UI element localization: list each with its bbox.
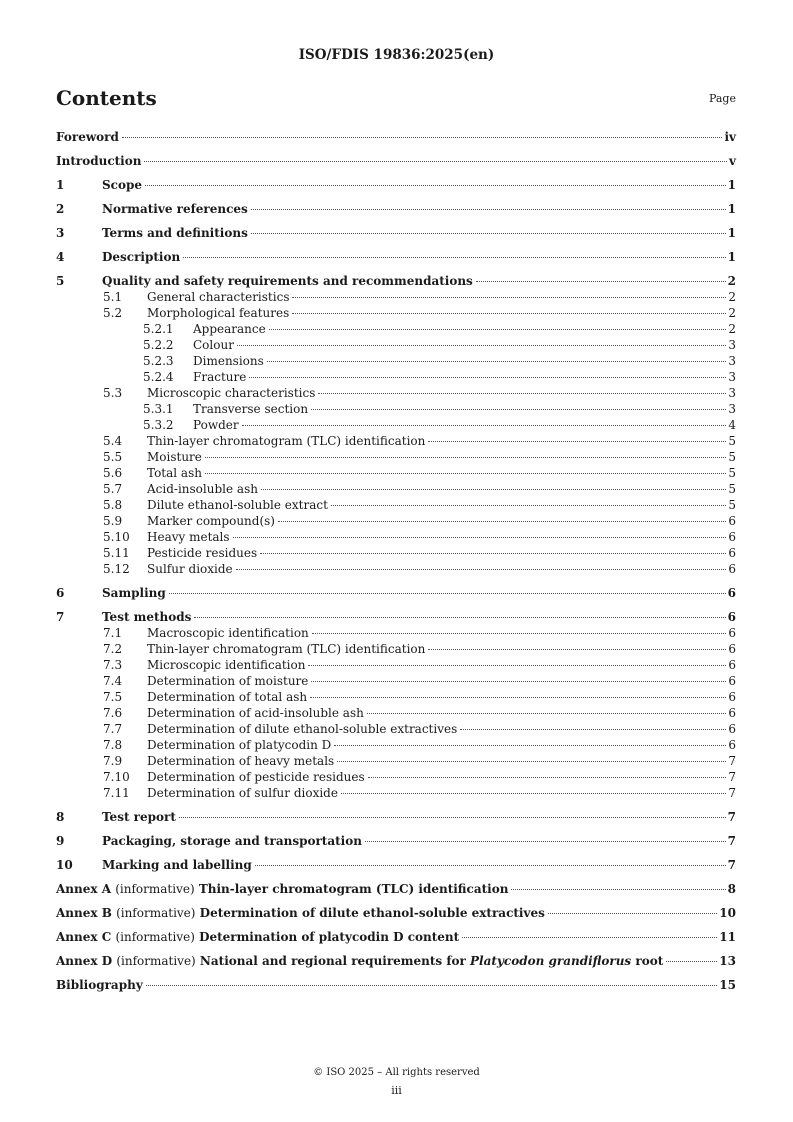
toc-entry-number: 1 [56, 178, 65, 192]
toc-entry[interactable] [56, 641, 736, 657]
toc-entry-title: Marking and labelling [102, 858, 252, 872]
toc-entry-page: 5 [728, 434, 736, 448]
toc-entry-number: 5.3.1 [143, 402, 174, 416]
toc-entry-number: 7.6 [103, 706, 123, 720]
dot-leader [311, 681, 726, 682]
toc-entry[interactable] [56, 545, 736, 561]
toc-entry-number: 5.10 [103, 530, 130, 544]
dot-leader [145, 185, 726, 186]
toc-entry-page: 2 [728, 290, 736, 304]
toc-entry-title: Macroscopic identification [147, 626, 309, 640]
toc-entry[interactable] [56, 369, 736, 385]
toc-entry-number: 3 [56, 226, 65, 240]
toc-entry-number: 7.11 [103, 786, 130, 800]
toc-entry-page: 7 [728, 770, 736, 784]
toc-entry[interactable] [56, 809, 736, 825]
toc-entry-title: Fracture [193, 370, 247, 384]
dot-leader [548, 913, 717, 914]
dot-leader [462, 937, 717, 938]
toc-annex-entry[interactable] [56, 953, 736, 969]
toc-entry[interactable] [56, 337, 736, 353]
toc-entry-page: 1 [727, 226, 736, 240]
annex-type: (informative) [116, 954, 196, 968]
toc-entry-title: Determination of platycodin D [147, 738, 332, 752]
toc-entry-number: 10 [56, 858, 73, 872]
toc-annex-entry[interactable] [56, 905, 736, 921]
toc-entry[interactable] [56, 785, 736, 801]
toc-entry-title: Test report [102, 810, 176, 824]
toc-entry-title: Dimensions [193, 354, 264, 368]
annex-type: (informative) [115, 930, 195, 944]
toc-entry-number: 5.4 [103, 434, 123, 448]
toc-entry[interactable] [56, 753, 736, 769]
toc-entry-page: 3 [728, 338, 736, 352]
toc-entry-page: 3 [728, 402, 736, 416]
toc-entry[interactable] [56, 609, 736, 625]
toc-entry-title: Determination of heavy metals [147, 754, 335, 768]
toc-entry-title: Quality and safety requirements and recommendations [102, 274, 473, 288]
dot-leader [251, 209, 726, 210]
footer-copyright: © ISO 2025 – All rights reserved [313, 1067, 480, 1078]
toc-entry-page: 7 [727, 810, 736, 824]
toc-entry-number: 7.5 [103, 690, 123, 704]
annex-title-group [56, 929, 460, 945]
dot-leader [194, 617, 725, 618]
toc-entry[interactable] [56, 305, 736, 321]
toc-entry-title: Determination of sulfur dioxide [147, 786, 338, 800]
toc-entry[interactable] [56, 625, 736, 641]
toc-entry-number: 7.3 [103, 658, 123, 672]
toc-entry-number: 8 [56, 810, 65, 824]
dot-leader [310, 697, 726, 698]
contents-title: Contents [56, 86, 157, 110]
toc-entry-title: Colour [193, 338, 234, 352]
toc-entry-page: 6 [728, 674, 736, 688]
annex-title: Determination of platycodin D content [199, 930, 460, 944]
toc-entry-number: 5.5 [103, 450, 123, 464]
toc-entry-page: 15 [719, 978, 736, 992]
toc-entry-title: Determination of moisture [147, 674, 309, 688]
dot-leader [334, 745, 726, 746]
toc-entry-number: 7.7 [103, 722, 123, 736]
toc-entry-number: 5.2 [103, 306, 123, 320]
toc-entry-title: Determination of dilute ethanol-soluble extractives [147, 722, 458, 736]
dot-leader [460, 729, 726, 730]
dot-leader [233, 537, 727, 538]
toc-entry-title: Microscopic characteristics [147, 386, 316, 400]
toc-annex-entry[interactable] [56, 929, 736, 945]
toc-entry-page: 5 [728, 498, 736, 512]
dot-leader [365, 841, 726, 842]
toc-entry-title: Determination of pesticide residues [147, 770, 365, 784]
toc-entry[interactable] [56, 673, 736, 689]
toc-entry-number: 5.2.1 [143, 322, 174, 336]
page-column-label: Page [708, 92, 736, 105]
toc-entry-page: 6 [728, 658, 736, 672]
toc-entry-number: 7 [56, 610, 65, 624]
toc-entry[interactable] [56, 721, 736, 737]
toc-entry-page: 1 [727, 250, 736, 264]
toc-entry-number: 5.1 [103, 290, 123, 304]
toc-entry-number: 7.1 [103, 626, 123, 640]
dot-leader [341, 793, 726, 794]
toc-entry-number: 7.10 [103, 770, 130, 784]
annex-title-italic: Platycodon grandiflorus [470, 954, 632, 968]
toc-entry[interactable] [56, 273, 736, 289]
annex-title: National and regional requirements for [199, 954, 471, 968]
toc-entry-title: Foreword [56, 130, 119, 144]
toc-entry-title: Powder [193, 418, 239, 432]
toc-entry-title: Acid-insoluble ash [147, 482, 258, 496]
dot-leader [428, 649, 726, 650]
dot-leader [292, 313, 726, 314]
toc-entry[interactable] [56, 769, 736, 785]
toc-entry[interactable] [56, 289, 736, 305]
toc-entry[interactable] [56, 385, 736, 401]
toc-entry[interactable] [56, 657, 736, 673]
toc-entry-page: 6 [728, 530, 736, 544]
toc-entry-number: 5.7 [103, 482, 123, 496]
toc-entry-number: 5.2.4 [143, 370, 174, 384]
annex-tag: Annex A [56, 882, 112, 896]
dot-leader [255, 865, 726, 866]
dot-leader [205, 473, 726, 474]
toc-entry-title: Microscopic identification [147, 658, 306, 672]
toc-entry-number: 6 [56, 586, 65, 600]
toc-entry[interactable] [56, 481, 736, 497]
toc-entry-number: 5.8 [103, 498, 123, 512]
dot-leader [278, 521, 726, 522]
toc-entry-page: 7 [728, 754, 736, 768]
toc-entry-page: 6 [728, 514, 736, 528]
toc-entry-page: 7 [727, 858, 736, 872]
toc-entry-title: Test methods [102, 610, 192, 624]
toc-entry-number: 5.9 [103, 514, 123, 528]
toc-entry-page: 6 [728, 706, 736, 720]
annex-tag: Annex C [56, 930, 112, 944]
toc-entry-page: iv [724, 130, 736, 144]
dot-leader [312, 633, 727, 634]
dot-leader [179, 817, 726, 818]
toc-entry[interactable] [56, 129, 736, 145]
toc-entry-page: 3 [728, 386, 736, 400]
toc-bibliography-entry[interactable] [56, 977, 736, 993]
toc-entry-page: 2 [728, 306, 736, 320]
toc-entry[interactable] [56, 513, 736, 529]
dot-leader [144, 161, 727, 162]
dot-leader [267, 361, 727, 362]
dot-leader [337, 761, 726, 762]
toc-entry-number: 5.6 [103, 466, 123, 480]
toc-entry-title: Transverse section [193, 402, 309, 416]
dot-leader [122, 137, 723, 138]
toc-entry-page: 5 [728, 466, 736, 480]
toc-entry-number: 5.3.2 [143, 418, 174, 432]
dot-leader [236, 569, 727, 570]
toc-entry-title: Determination of total ash [147, 690, 308, 704]
toc-entry-page: 13 [719, 954, 736, 968]
toc-entry-title: Appearance [193, 322, 266, 336]
dot-leader [666, 961, 717, 962]
annex-tag: Annex D [56, 954, 113, 968]
toc-entry[interactable] [56, 689, 736, 705]
toc-entry[interactable] [56, 401, 736, 417]
annex-title-group [56, 953, 664, 969]
annex-type: (informative) [116, 906, 196, 920]
toc-entry[interactable] [56, 497, 736, 513]
toc-entry-page: 6 [727, 610, 736, 624]
toc-entry-title: Heavy metals [147, 530, 230, 544]
dot-leader [318, 393, 726, 394]
toc-entry-page: 6 [728, 562, 736, 576]
dot-leader [269, 329, 727, 330]
toc-entry-number: 2 [56, 202, 65, 216]
dot-leader [261, 489, 726, 490]
dot-leader [183, 257, 725, 258]
toc-entry-number: 7.4 [103, 674, 123, 688]
toc-entry-page: 6 [728, 642, 736, 656]
toc-entry-page: 5 [728, 450, 736, 464]
toc-entry-number: 7.2 [103, 642, 123, 656]
toc-entry[interactable] [56, 153, 736, 169]
table-of-contents [56, 129, 736, 993]
toc-entry-page: 6 [728, 690, 736, 704]
toc-entry-title: Morphological features [147, 306, 290, 320]
annex-title-group [56, 881, 509, 897]
toc-entry-number: 9 [56, 834, 65, 848]
dot-leader [242, 425, 727, 426]
toc-entry-page: v [729, 154, 736, 168]
toc-entry-title: Terms and definitions [102, 226, 248, 240]
annex-title-after: root [631, 954, 664, 968]
toc-entry-title: Description [102, 250, 181, 264]
toc-entry-number: 5.3 [103, 386, 123, 400]
dot-leader [511, 889, 725, 890]
annex-title: Determination of dilute ethanol-soluble extractives [199, 906, 545, 920]
toc-entry-page: 3 [728, 354, 736, 368]
toc-annex-entry[interactable] [56, 881, 736, 897]
dot-leader [169, 593, 726, 594]
toc-entry-page: 8 [727, 882, 736, 896]
toc-entry-page: 6 [727, 586, 736, 600]
dot-leader [308, 665, 726, 666]
toc-entry-page: 1 [727, 178, 736, 192]
footer-page-number: iii [391, 1084, 402, 1097]
toc-entry-title: Normative references [102, 202, 248, 216]
toc-entry[interactable] [56, 737, 736, 753]
toc-entry-title: Thin-layer chromatogram (TLC) identification [147, 434, 426, 448]
toc-entry[interactable] [56, 833, 736, 849]
toc-entry-number: 7.9 [103, 754, 123, 768]
toc-entry-page: 2 [728, 322, 736, 336]
doc-id-header: ISO/FDIS 19836:2025(en) [298, 47, 495, 63]
toc-entry-page: 6 [728, 546, 736, 560]
toc-entry-number: 5.2.2 [143, 338, 174, 352]
toc-entry-title: Total ash [147, 466, 202, 480]
toc-entry-page: 7 [728, 786, 736, 800]
toc-entry-title: Scope [102, 178, 143, 192]
toc-entry-title: Packaging, storage and transportation [102, 834, 362, 848]
dot-leader [367, 713, 727, 714]
toc-entry[interactable] [56, 225, 736, 241]
toc-entry[interactable] [56, 465, 736, 481]
toc-entry-title: Marker compound(s) [147, 514, 275, 528]
toc-entry-title: Sampling [102, 586, 166, 600]
toc-entry-title: Moisture [147, 450, 202, 464]
toc-entry-number: 5.12 [103, 562, 130, 576]
toc-entry-page: 3 [728, 370, 736, 384]
toc-entry-page: 10 [719, 906, 736, 920]
toc-entry-number: 5 [56, 274, 65, 288]
annex-title-group [56, 905, 546, 921]
toc-entry-page: 7 [727, 834, 736, 848]
toc-entry-page: 6 [728, 722, 736, 736]
toc-entry[interactable] [56, 249, 736, 265]
toc-entry[interactable] [56, 449, 736, 465]
toc-entry[interactable] [56, 353, 736, 369]
toc-entry-title: Thin-layer chromatogram (TLC) identification [147, 642, 426, 656]
toc-entry[interactable] [56, 433, 736, 449]
toc-entry[interactable] [56, 177, 736, 193]
dot-leader [146, 985, 718, 986]
toc-entry-page: 2 [727, 274, 736, 288]
toc-entry-page: 6 [728, 738, 736, 752]
toc-entry-title: Pesticide residues [147, 546, 258, 560]
toc-entry[interactable] [56, 561, 736, 577]
toc-entry-title: Introduction [56, 154, 142, 168]
toc-entry-title: Dilute ethanol-soluble extract [147, 498, 328, 512]
toc-entry-title: Bibliography [56, 978, 143, 992]
toc-entry-page: 6 [728, 626, 736, 640]
dot-leader [292, 297, 726, 298]
dot-leader [260, 553, 726, 554]
toc-entry[interactable] [56, 585, 736, 601]
toc-entry[interactable] [56, 705, 736, 721]
dot-leader [249, 377, 726, 378]
toc-entry-page: 4 [728, 418, 736, 432]
toc-entry-page: 11 [719, 930, 736, 944]
dot-leader [205, 457, 726, 458]
dot-leader [237, 345, 726, 346]
dot-leader [428, 441, 726, 442]
dot-leader [368, 777, 727, 778]
toc-entry-page: 5 [728, 482, 736, 496]
toc-entry-number: 5.2.3 [143, 354, 174, 368]
toc-entry-number: 7.8 [103, 738, 123, 752]
toc-entry-title: General characteristics [147, 290, 290, 304]
annex-type: (informative) [115, 882, 195, 896]
toc-entry-page: 1 [727, 202, 736, 216]
dot-leader [331, 505, 726, 506]
toc-entry[interactable] [56, 857, 736, 873]
dot-leader [476, 281, 726, 282]
toc-entry[interactable] [56, 417, 736, 433]
annex-title: Thin-layer chromatogram (TLC) identification [198, 882, 509, 896]
dot-leader [311, 409, 726, 410]
toc-entry-title: Sulfur dioxide [147, 562, 233, 576]
toc-entry-title: Determination of acid-insoluble ash [147, 706, 364, 720]
toc-entry[interactable] [56, 529, 736, 545]
toc-entry[interactable] [56, 321, 736, 337]
toc-entry[interactable] [56, 201, 736, 217]
toc-entry-number: 5.11 [103, 546, 130, 560]
annex-tag: Annex B [56, 906, 112, 920]
dot-leader [251, 233, 726, 234]
toc-entry-number: 4 [56, 250, 65, 264]
